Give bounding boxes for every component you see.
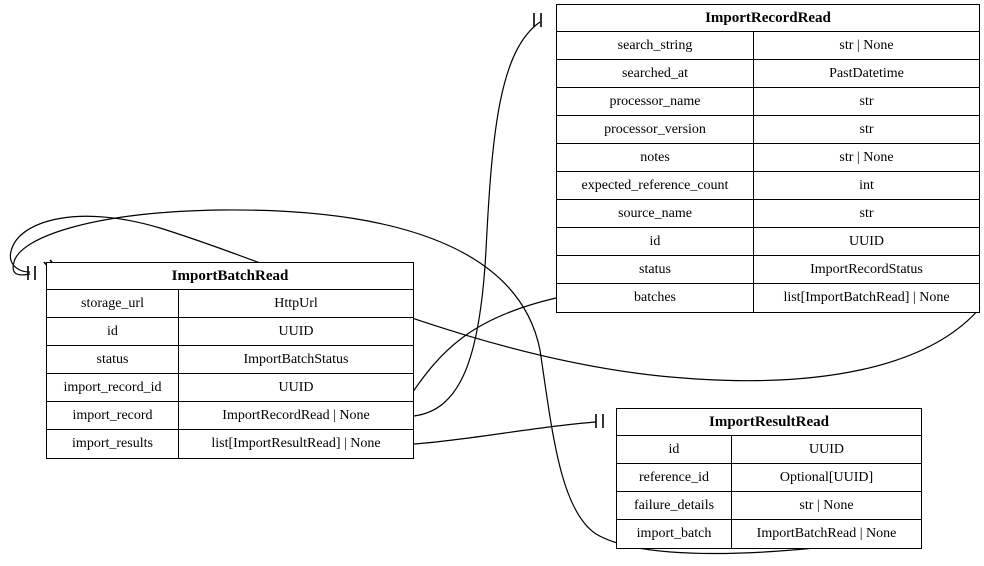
table-row bbox=[557, 172, 979, 200]
entity-title: ImportRecordRead bbox=[557, 5, 979, 32]
table-row bbox=[557, 200, 979, 228]
field-name: reference_id bbox=[617, 464, 732, 491]
field-name: source_name bbox=[557, 200, 754, 227]
field-type: list[ImportResultRead] | None bbox=[211, 436, 381, 451]
field-name: status bbox=[557, 256, 754, 283]
field-type: ImportRecordRead | None bbox=[222, 408, 370, 423]
field-name: import_record_id bbox=[47, 374, 179, 401]
field-type: list[ImportBatchRead] | None bbox=[783, 290, 950, 305]
field-name: import_results bbox=[47, 430, 179, 458]
field-name: processor_version bbox=[557, 116, 754, 143]
edge-import-results-to-result bbox=[414, 422, 596, 444]
field-name: search_string bbox=[557, 32, 754, 59]
table-row bbox=[617, 464, 921, 492]
entity-import-batch-read[interactable] bbox=[46, 262, 414, 459]
field-type: UUID bbox=[809, 442, 844, 457]
table-row bbox=[557, 88, 979, 116]
table-row bbox=[557, 256, 979, 284]
field-type: str | None bbox=[799, 498, 854, 513]
edge-import-record-to-record bbox=[414, 22, 540, 416]
field-type: HttpUrl bbox=[274, 296, 318, 311]
table-row bbox=[557, 116, 979, 144]
field-type: str | None bbox=[839, 38, 894, 53]
field-name: expected_reference_count bbox=[557, 172, 754, 199]
field-name: id bbox=[47, 318, 179, 345]
table-row bbox=[47, 402, 413, 430]
field-type: UUID bbox=[278, 324, 314, 339]
field-type: UUID bbox=[278, 380, 314, 395]
field-name: id bbox=[617, 436, 732, 463]
field-type: ImportBatchRead | None bbox=[756, 526, 897, 541]
entity-import-result-read[interactable] bbox=[616, 408, 922, 549]
field-type: int bbox=[859, 178, 874, 193]
field-name: processor_name bbox=[557, 88, 754, 115]
table-row bbox=[617, 492, 921, 520]
field-name: notes bbox=[557, 144, 754, 171]
table-row bbox=[47, 346, 413, 374]
table-row bbox=[47, 290, 413, 318]
field-name: import_batch bbox=[617, 520, 732, 548]
table-row bbox=[47, 374, 413, 402]
field-name: id bbox=[557, 228, 754, 255]
table-row bbox=[557, 32, 979, 60]
field-type: ImportRecordStatus bbox=[810, 262, 923, 277]
field-name: status bbox=[47, 346, 179, 373]
table-row bbox=[617, 520, 921, 548]
entity-import-record-read[interactable] bbox=[556, 4, 980, 313]
table-row bbox=[557, 144, 979, 172]
field-type: str | None bbox=[839, 150, 894, 165]
field-type: str bbox=[859, 206, 874, 221]
table-row bbox=[47, 318, 413, 346]
field-type: str bbox=[859, 94, 874, 109]
field-name: searched_at bbox=[557, 60, 754, 87]
table-row bbox=[617, 436, 921, 464]
table-row bbox=[557, 60, 979, 88]
field-name: failure_details bbox=[617, 492, 732, 519]
field-type: ImportBatchStatus bbox=[243, 352, 349, 367]
field-name: batches bbox=[557, 284, 754, 312]
edge-batches-to-batch bbox=[404, 298, 556, 418]
field-name: storage_url bbox=[47, 290, 179, 317]
field-type: Optional[UUID] bbox=[779, 470, 874, 485]
field-type: UUID bbox=[849, 234, 884, 249]
table-row bbox=[47, 430, 413, 458]
field-name: import_record bbox=[47, 402, 179, 429]
table-row bbox=[557, 228, 979, 256]
entity-title: ImportResultRead bbox=[617, 409, 921, 436]
field-type: str bbox=[859, 122, 874, 137]
field-type: PastDatetime bbox=[829, 66, 904, 81]
table-row bbox=[557, 284, 979, 312]
entity-title: ImportBatchRead bbox=[47, 263, 413, 290]
